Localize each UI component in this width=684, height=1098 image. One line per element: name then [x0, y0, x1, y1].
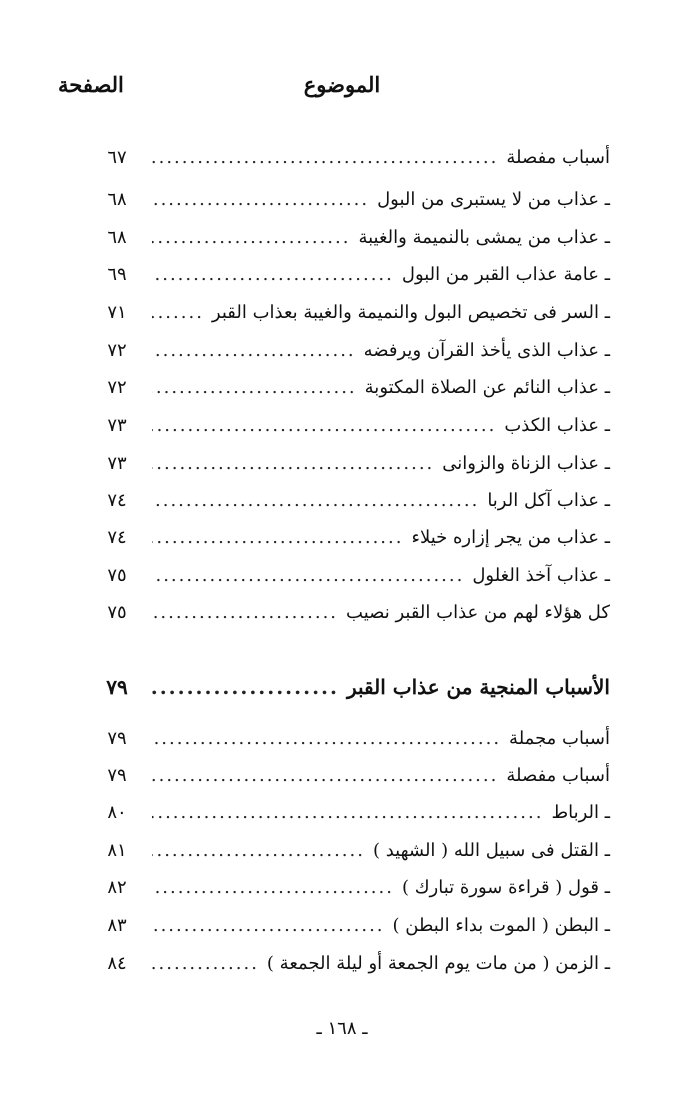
toc-entry-title: ـ الرباط	[551, 801, 610, 823]
toc-entry	[90, 259, 610, 289]
toc-entry-title: ـ قول ( قراءة سورة تبارك )	[401, 876, 610, 898]
toc-entry	[90, 335, 610, 365]
toc-entry	[90, 485, 610, 515]
leader-dots	[152, 189, 369, 210]
toc-entry-page: ٨٠	[107, 801, 127, 823]
toc-entry-page: ٧٣	[107, 452, 127, 474]
leader-dots	[152, 340, 356, 361]
toc-entry-page: ٧٤	[107, 526, 127, 548]
page-number: ـ ١٦٨ ـ	[316, 1018, 368, 1039]
toc-entry-page: ٧٥	[107, 564, 127, 586]
column-header-page: الصفحة	[58, 72, 124, 97]
toc-entry-page: ٨٤	[107, 952, 127, 974]
toc-entry-page: ٧٩	[107, 764, 127, 786]
toc-entry-title: ـ عذاب الزناة والزوانى	[442, 452, 610, 474]
toc-entry-title: ـ عامة عذاب القبر من البول	[401, 263, 610, 285]
toc-entry	[90, 560, 610, 590]
leader-dots	[152, 565, 464, 586]
toc-entry-page: ٦٧	[107, 146, 127, 168]
toc-entry-page: ٦٨	[107, 188, 127, 210]
toc-entry-title: الأسباب المنجية من عذاب القبر	[346, 675, 610, 699]
toc-entry	[90, 297, 610, 327]
toc-entry-title: ـ القتل فى سبيل الله ( الشهيد )	[372, 839, 610, 861]
toc-entry	[90, 448, 610, 478]
toc-entry-title: ـ الزمن ( من مات يوم الجمعة أو ليلة الجمعة )	[266, 952, 610, 974]
toc-entry-title: ـ البطن ( الموت بداء البطن )	[392, 914, 610, 936]
leader-dots	[152, 490, 479, 511]
leader-dots	[152, 602, 338, 623]
leader-dots	[152, 227, 350, 248]
toc-entry-page: ٧٤	[107, 489, 127, 511]
toc-entry-page: ٨٢	[107, 876, 127, 898]
leader-dots	[152, 302, 204, 323]
leader-dots	[152, 953, 259, 974]
leader-dots	[152, 802, 543, 823]
leader-dots	[152, 915, 385, 936]
toc-entry	[90, 948, 610, 978]
toc-entry-title: ـ عذاب الكذب	[504, 414, 610, 436]
toc-entry-page: ٧٥	[107, 601, 127, 623]
toc-entry-title: أسباب مفصلة	[506, 146, 610, 168]
toc-entry	[90, 597, 610, 627]
leader-dots	[152, 765, 498, 786]
toc-entry	[90, 142, 610, 172]
toc-entry-page: ٨١	[107, 839, 127, 861]
toc-entry-page: ٨٣	[107, 914, 127, 936]
toc-entry	[90, 797, 610, 827]
toc-entry	[90, 760, 610, 790]
leader-dots	[152, 415, 496, 436]
toc-entry-title: ـ عذاب الذى يأخذ القرآن ويرفضه	[363, 339, 610, 361]
leader-dots	[152, 377, 357, 398]
toc-entry-title: كل هؤلاء لهم من عذاب القبر نصيب	[346, 601, 610, 623]
toc-entry	[90, 835, 610, 865]
leader-dots	[152, 453, 434, 474]
leader-dots	[152, 840, 365, 861]
leader-dots	[152, 728, 501, 749]
toc-entry-title: ـ السر فى تخصيص البول والنميمة والغيبة بعذاب القبر	[211, 301, 610, 323]
toc-entry-page: ٧٢	[107, 376, 127, 398]
toc-entry-page: ٧٣	[107, 414, 127, 436]
toc-entry	[90, 184, 610, 214]
toc-entry	[90, 222, 610, 252]
toc-entry	[90, 372, 610, 402]
toc-entry-title: أسباب مجملة	[509, 727, 610, 749]
toc-entry-page: ٦٩	[107, 263, 127, 285]
toc-entry-title: ـ عذاب آكل الربا	[487, 489, 610, 511]
toc-entry-page: ٧٩	[106, 675, 128, 699]
toc-entry-title: ـ عذاب من لا يستبرى من البول	[377, 188, 610, 210]
toc-entry-page: ٧٩	[107, 727, 127, 749]
toc-entry-title: ـ عذاب من يجر إزاره خيلاء	[411, 526, 610, 548]
toc-entry-page: ٦٨	[107, 226, 127, 248]
toc-entry	[90, 410, 610, 440]
toc-entry-title: ـ عذاب من يمشى بالنميمة والغيبة	[358, 226, 610, 248]
toc-entry	[90, 910, 610, 940]
leader-dots	[152, 527, 403, 548]
leader-dots	[152, 675, 339, 699]
leader-dots	[152, 147, 498, 168]
toc-section-heading	[90, 672, 610, 702]
toc-entry-title: ـ عذاب النائم عن الصلاة المكتوبة	[364, 376, 610, 398]
leader-dots	[152, 877, 394, 898]
toc-entry	[90, 522, 610, 552]
toc-entry	[90, 872, 610, 902]
toc-entry-title: ـ عذاب آخذ الغلول	[472, 564, 610, 586]
toc-entry-page: ٧٢	[107, 339, 127, 361]
toc-entry-page: ٧١	[107, 301, 127, 323]
leader-dots	[152, 264, 394, 285]
column-header-topic: الموضوع	[303, 72, 381, 97]
toc-entry	[90, 723, 610, 753]
toc-entry-title: أسباب مفصلة	[506, 764, 610, 786]
